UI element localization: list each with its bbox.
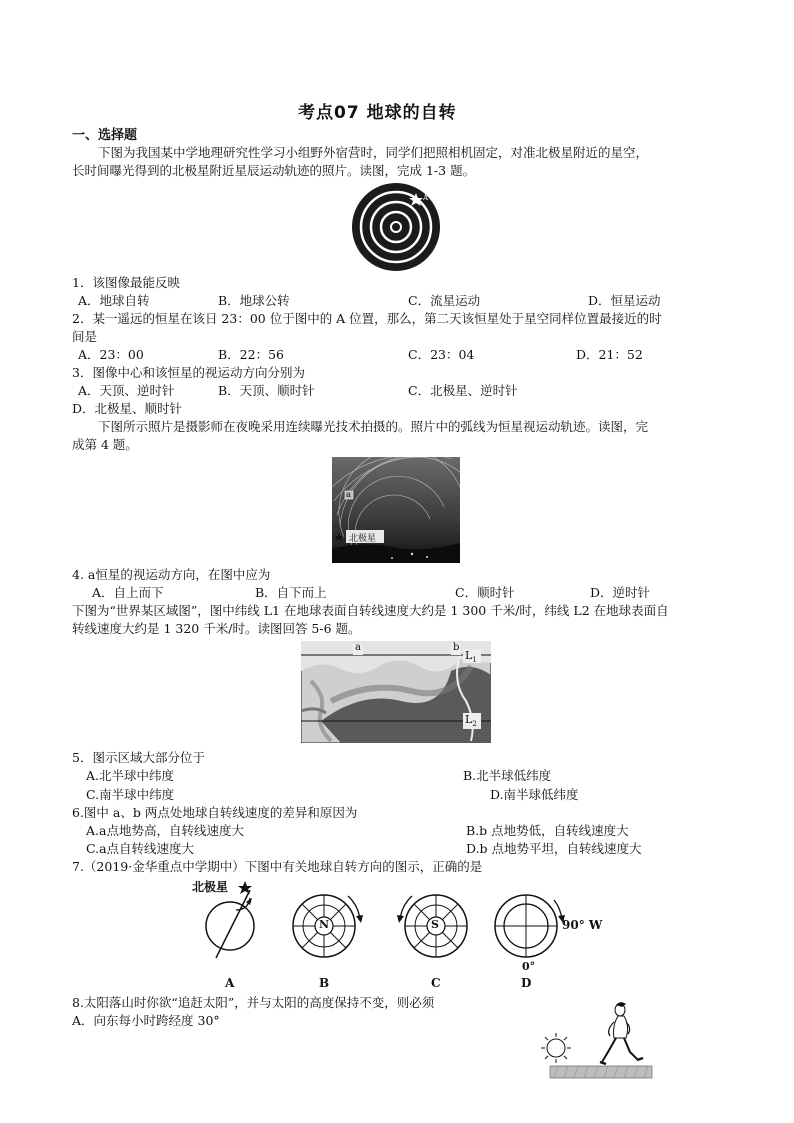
q3-option-a: A．天顶、逆时针 xyxy=(78,383,175,398)
q1-stem: 1．该图像最能反映 xyxy=(72,275,180,290)
intro-1-line-1: 下图为我国某中学地理研究性学习小组野外宿营时，同学们把照相机固定，对准北极星附近的星空， xyxy=(98,145,649,160)
star-a-label: A xyxy=(423,194,429,202)
q6-stem: 6.图中 a、b 两点处地球自转线速度的差异和原因为 xyxy=(72,805,358,820)
q1-option-d: D．恒星运动 xyxy=(588,293,661,308)
intro-1-line-2: 长时间曝光得到的北极星附近星辰运动轨迹的照片。读图，完成 1-3 题。 xyxy=(72,163,476,178)
q3-option-c: C．北极星、逆时针 xyxy=(408,383,518,398)
q3-stem: 3．图像中心和该恒星的视运动方向分别为 xyxy=(72,365,305,380)
q6-option-d: D.b 点地势平坦，自转线速度大 xyxy=(466,841,642,856)
q4-option-d: D．逆时针 xyxy=(590,585,651,600)
q6-option-a: A.a点地势高，自转线速度大 xyxy=(86,823,244,838)
q1-option-a: A．地球自转 xyxy=(78,293,150,308)
fig4-option-c-label: C xyxy=(431,976,441,990)
rotation-direction-figure xyxy=(190,876,610,992)
fig4-polaris-label: 北极星 xyxy=(192,880,229,894)
fig3-l2-letter: L xyxy=(465,713,473,726)
q4-option-a: A．自上而下 xyxy=(92,585,164,600)
q5-option-a: A.北半球中纬度 xyxy=(86,768,175,783)
fig3-point-b-label: b xyxy=(453,642,460,653)
fig2-label-a: a xyxy=(346,490,351,499)
q2-option-b: B．22：56 xyxy=(218,347,284,362)
intro-3-line-1: 下图为“世界某区域图”，图中纬线 L1 在地球表面自转线速度大约是 1 300 千米/时，纬线 L2 在地球表面自 xyxy=(72,603,669,618)
q2-option-c: C．23：04 xyxy=(408,347,475,362)
q1-option-c: C．流星运动 xyxy=(408,293,481,308)
regional-map xyxy=(301,641,491,743)
q2-option-a: A．23：00 xyxy=(78,347,144,362)
q5-option-c: C.南半球中纬度 xyxy=(86,787,175,802)
q4-stem: 4. a恒星的视运动方向，在图中应为 xyxy=(72,567,271,582)
q4-option-b: B．自下而上 xyxy=(255,585,327,600)
q5-option-d: D.南半球低纬度 xyxy=(490,787,579,802)
q2-stem-line-2: 间是 xyxy=(72,329,98,344)
chasing-sun-illustration xyxy=(540,1000,656,1080)
q6-option-c: C.a点自转线速度大 xyxy=(86,841,195,856)
fig4-longitude-label: 90° W xyxy=(562,918,603,932)
q1-option-b: B．地球公转 xyxy=(218,293,290,308)
fig3-l2-label xyxy=(465,713,477,728)
q6-option-b: B.b 点地势低，自转线速度大 xyxy=(466,823,629,838)
fig4-n-label: N xyxy=(319,918,330,931)
fig3-l1-subscript: 1 xyxy=(472,656,477,665)
fig3-l1-letter: L xyxy=(465,649,473,662)
q7-stem: 7.（2019·金华重点中学期中）下图中有关地球自转方向的图示，正确的是 xyxy=(72,859,483,874)
q2-stem-line-1: 2．某一遥远的恒星在该日 23：00 位于图中的 A 位置，那么，第二天该恒星处于星空同样位置最接近的时 xyxy=(72,311,662,326)
q3-option-b: B．天顶、顺时针 xyxy=(218,383,315,398)
star-trail-photo xyxy=(332,457,460,563)
q2-option-d: D．21：52 xyxy=(576,347,643,362)
fig4-option-b-label: B xyxy=(319,976,330,990)
fig4-option-d-label: D xyxy=(521,976,532,990)
star-trail-circle-figure xyxy=(351,182,441,272)
fig3-point-a-label: a xyxy=(355,642,361,653)
q5-option-b: B.北半球低纬度 xyxy=(463,768,552,783)
intro-2-line-1: 下图所示照片是摄影师在夜晚采用连续曝光技术拍摄的。照片中的弧线为恒星视运动轨迹。读图，完 xyxy=(98,419,649,434)
section-heading: 一、选择题 xyxy=(72,128,138,143)
q4-option-c: C．顺时针 xyxy=(455,585,515,600)
q3-option-d: D．北极星、顺时针 xyxy=(72,401,183,416)
intro-2-line-2: 成第 4 题。 xyxy=(72,437,138,452)
q8-option-a: A．向东每小时跨经度 30° xyxy=(72,1013,220,1028)
fig4-option-a-label: A xyxy=(225,976,235,990)
fig3-l2-subscript: 2 xyxy=(472,720,477,729)
intro-3-line-2: 转线速度大约是 1 320 千米/时。读图回答 5-6 题。 xyxy=(72,621,361,636)
q5-stem: 5．图示区域大部分位于 xyxy=(72,750,205,765)
page-title: 考点07 地球的自转 xyxy=(298,103,457,123)
fig4-s-label: S xyxy=(431,918,439,931)
fig2-label-polaris: 北极星 xyxy=(349,534,377,544)
fig4-zero-label: 0° xyxy=(522,960,536,973)
q8-stem: 8.太阳落山时你欲“追赶太阳”，并与太阳的高度保持不变，则必须 xyxy=(72,995,435,1010)
fig3-l1-label xyxy=(465,649,477,664)
